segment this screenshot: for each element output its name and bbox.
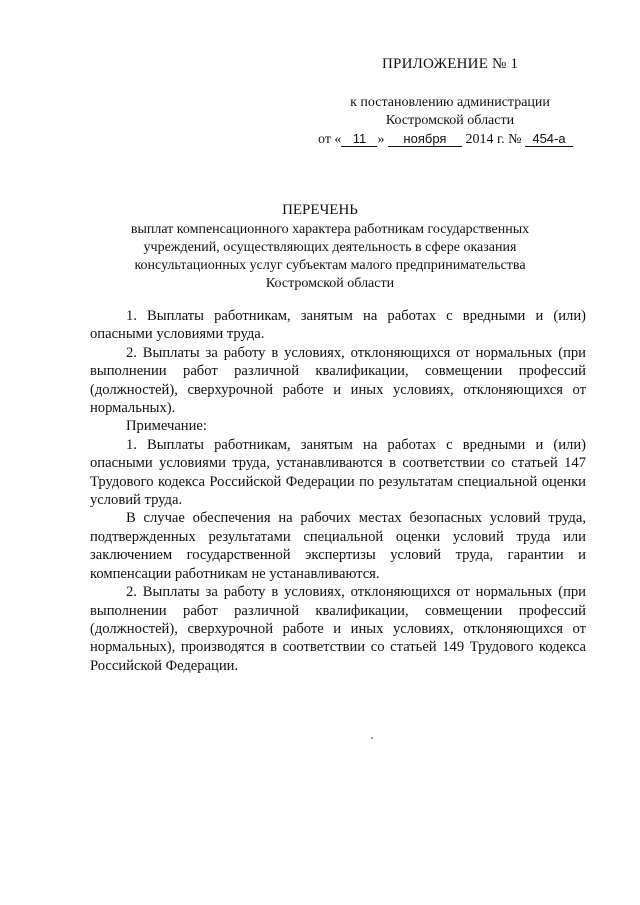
note-heading: Примечание: bbox=[126, 418, 207, 435]
document-body bbox=[90, 307, 586, 675]
subtitle-line: учреждений, осуществляющих деятельность в сфере оказания bbox=[143, 240, 517, 255]
body-paragraph: 2. Выплаты за работу в условиях, отклоняющихся от нормальных (при выполнении работ различной квалификации, совмещении профессий (должностей), сверхурочной работе и иных условиях, отклоняющихся от нормальных). bbox=[90, 344, 586, 417]
body-paragraph: В случае обеспечения на рабочих местах безопасных условий труда, подтвержденных результатами специальной оценки условий труда или заключением государственной экспертизы условий труда, гарантии и компенсации работникам не устанавливаются. bbox=[90, 510, 586, 582]
date-quote-close: » bbox=[377, 132, 385, 147]
body-paragraph: 1. Выплаты работникам, занятым на работах с вредными и (или) опасными условиями труда, устанавливаются в соответствии со статьей 147 Трудового кодекса Российской Федерации по результатам специальной оценки условий труда. bbox=[90, 436, 586, 509]
date-month-field: ноября bbox=[388, 131, 462, 147]
scan-speck bbox=[371, 737, 373, 739]
body-paragraph: 1. Выплаты работникам, занятым на работах с вредными и (или) опасными условиями труда. bbox=[90, 308, 586, 343]
subtitle-line: консультационных услуг субъектам малого предпринимательства bbox=[134, 258, 526, 273]
subtitle-line: Костромской области bbox=[265, 276, 395, 291]
decree-reference-line-2: Костромской области bbox=[385, 113, 515, 128]
date-day-field: 11 bbox=[341, 131, 377, 147]
document-title: ПЕРЕЧЕНЬ bbox=[282, 202, 358, 218]
decree-number-field: 454-а bbox=[525, 131, 573, 147]
body-paragraph: 2. Выплаты за работу в условиях, отклоняющихся от нормальных (при выполнении работ различной квалификации, совмещении профессий (должностей), сверхурочной работе и иных условиях, отклоняющихся от нормальных), производятся в соответствии со статьей 149 Трудового кодекса Российской Федерации. bbox=[90, 584, 586, 674]
document-subtitle bbox=[110, 221, 550, 293]
subtitle-line: выплат компенсационного характера работникам государственных bbox=[130, 222, 530, 237]
date-prefix: от « bbox=[318, 132, 342, 147]
date-year-number-label: 2014 г. № bbox=[465, 132, 522, 147]
decree-date-number bbox=[318, 131, 588, 148]
appendix-title: ПРИЛОЖЕНИЕ № 1 bbox=[382, 56, 519, 72]
decree-reference-line-1: к постановлению администрации bbox=[350, 95, 550, 110]
